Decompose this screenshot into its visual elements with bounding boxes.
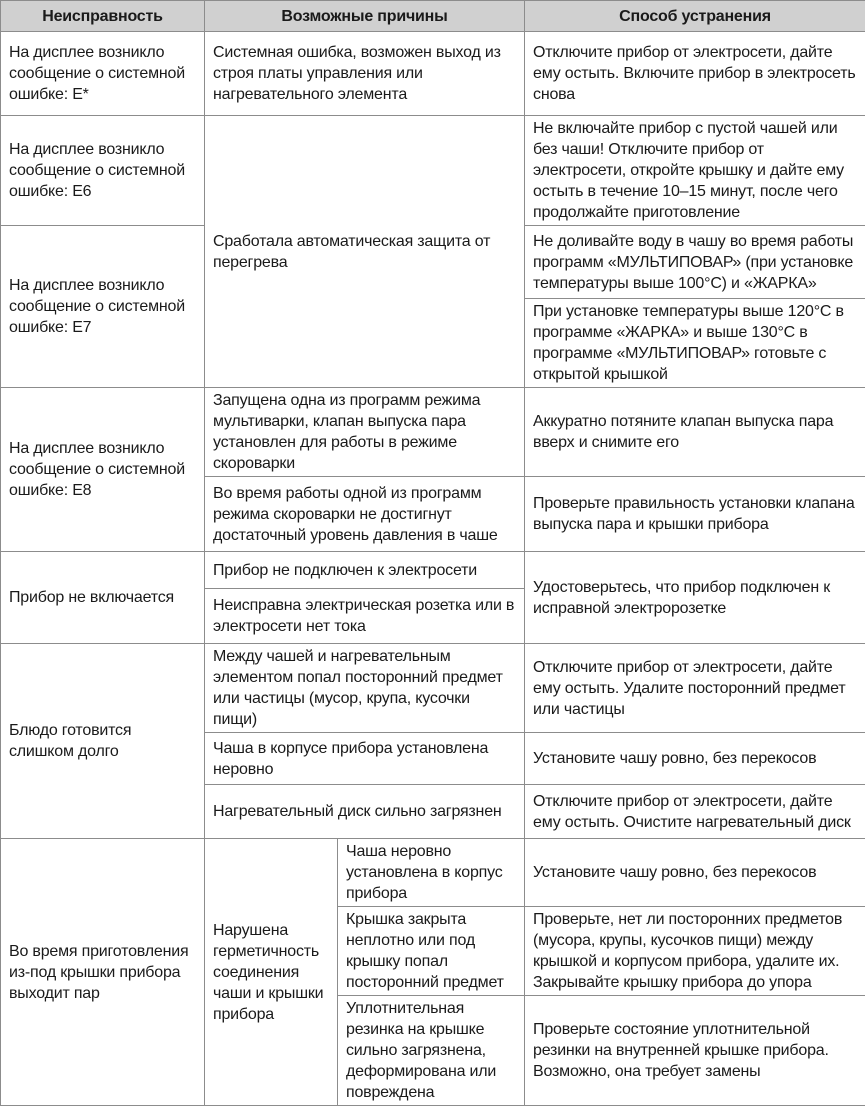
- fix-cell: Проверьте состояние уплотнительной резинки на внутренней крышке прибора. Возможно, она требует замены: [525, 996, 865, 1106]
- fix-cell: Отключите прибор от электросети, дайте ему остыть. Очистите нагревательный диск: [525, 785, 865, 839]
- cause-cell: Сработала автоматическая защита от перегрева: [205, 116, 525, 388]
- table-row: [1, 839, 865, 907]
- fix-cell: Не доливайте воду в чашу во время работы программ «МУЛЬТИПОВАР» (при установке температуры выше 100°С) и «ЖАРКА»: [525, 226, 865, 299]
- fix-cell: Не включайте прибор с пустой чашей или без чаши! Отключите прибор от электросети, откройте крышку и дайте ему остыть в течение 10–15 минут, после чего продолжайте приготовление: [525, 116, 865, 226]
- fault-cell: На дисплее возникло сообщение о системной ошибке: Е*: [1, 32, 205, 116]
- cause-cell: Запущена одна из программ режима мультиварки, клапан выпуска пара установлен для работы в режиме скороварки: [205, 388, 525, 477]
- cause-cell: Нарушена герметичность соединения чаши и крышки прибора: [205, 839, 338, 1106]
- fix-cell: При установке температуры выше 120°С в программе «ЖАРКА» и выше 130°С в программе «МУЛЬТИПОВАР» готовьте с открытой крышкой: [525, 299, 865, 388]
- cause-cell: Во время работы одной из программ режима скороварки не достигнут достаточный уровень давления в чаше: [205, 477, 525, 552]
- fix-cell: Установите чашу ровно, без перекосов: [525, 839, 865, 907]
- table-row: [1, 32, 865, 116]
- header-fix: Способ устранения: [525, 1, 865, 32]
- fix-cell: Удостоверьтесь, что прибор подключен к исправной электророзетке: [525, 552, 865, 644]
- header-causes: Возможные причины: [205, 1, 525, 32]
- fix-cell: Отключите прибор от электросети, дайте ему остыть. Включите прибор в электросеть снова: [525, 32, 865, 116]
- fault-cell: На дисплее возникло сообщение о системной ошибке: Е6: [1, 116, 205, 226]
- cause-cell: Системная ошибка, возможен выход из строя платы управления или нагревательного элемента: [205, 32, 525, 116]
- sub-cause-cell: Уплотнительная резинка на крышке сильно загрязнена, деформирована или повреждена: [338, 996, 525, 1106]
- sub-cause-cell: Крышка закрыта неплотно или под крышку попал посторонний предмет: [338, 907, 525, 996]
- table-row: [1, 388, 865, 477]
- fix-cell: Отключите прибор от электросети, дайте ему остыть. Удалите посторонний предмет или частицы: [525, 644, 865, 733]
- header-fault: Неисправность: [1, 1, 205, 32]
- fix-cell: Аккуратно потяните клапан выпуска пара вверх и снимите его: [525, 388, 865, 477]
- fault-cell: На дисплее возникло сообщение о системной ошибке: Е7: [1, 226, 205, 388]
- header-row: [1, 1, 865, 32]
- fault-cell: На дисплее возникло сообщение о системной ошибке: Е8: [1, 388, 205, 552]
- table-row: [1, 644, 865, 733]
- cause-cell: Между чашей и нагревательным элементом попал посторонний предмет или частицы (мусор, крупа, кусочки пищи): [205, 644, 525, 733]
- cause-cell: Неисправна электрическая розетка или в электросети нет тока: [205, 589, 525, 644]
- cause-cell: Чаша в корпусе прибора установлена неровно: [205, 733, 525, 785]
- fix-cell: Установите чашу ровно, без перекосов: [525, 733, 865, 785]
- sub-cause-cell: Чаша неровно установлена в корпус прибора: [338, 839, 525, 907]
- table-row: [1, 552, 865, 589]
- table-row: [1, 116, 865, 226]
- fix-cell: Проверьте правильность установки клапана выпуска пара и крышки прибора: [525, 477, 865, 552]
- fault-cell: Блюдо готовится слишком долго: [1, 644, 205, 839]
- fix-cell: Проверьте, нет ли посторонних предметов (мусора, крупы, кусочков пищи) между крышкой и корпусом прибора, удалите их. Закрывайте крышку прибора до упора: [525, 907, 865, 996]
- cause-cell: Прибор не подключен к электросети: [205, 552, 525, 589]
- fault-cell: Прибор не включается: [1, 552, 205, 644]
- fault-cell: Во время приготовления из-под крышки прибора выходит пар: [1, 839, 205, 1106]
- cause-cell: Нагревательный диск сильно загрязнен: [205, 785, 525, 839]
